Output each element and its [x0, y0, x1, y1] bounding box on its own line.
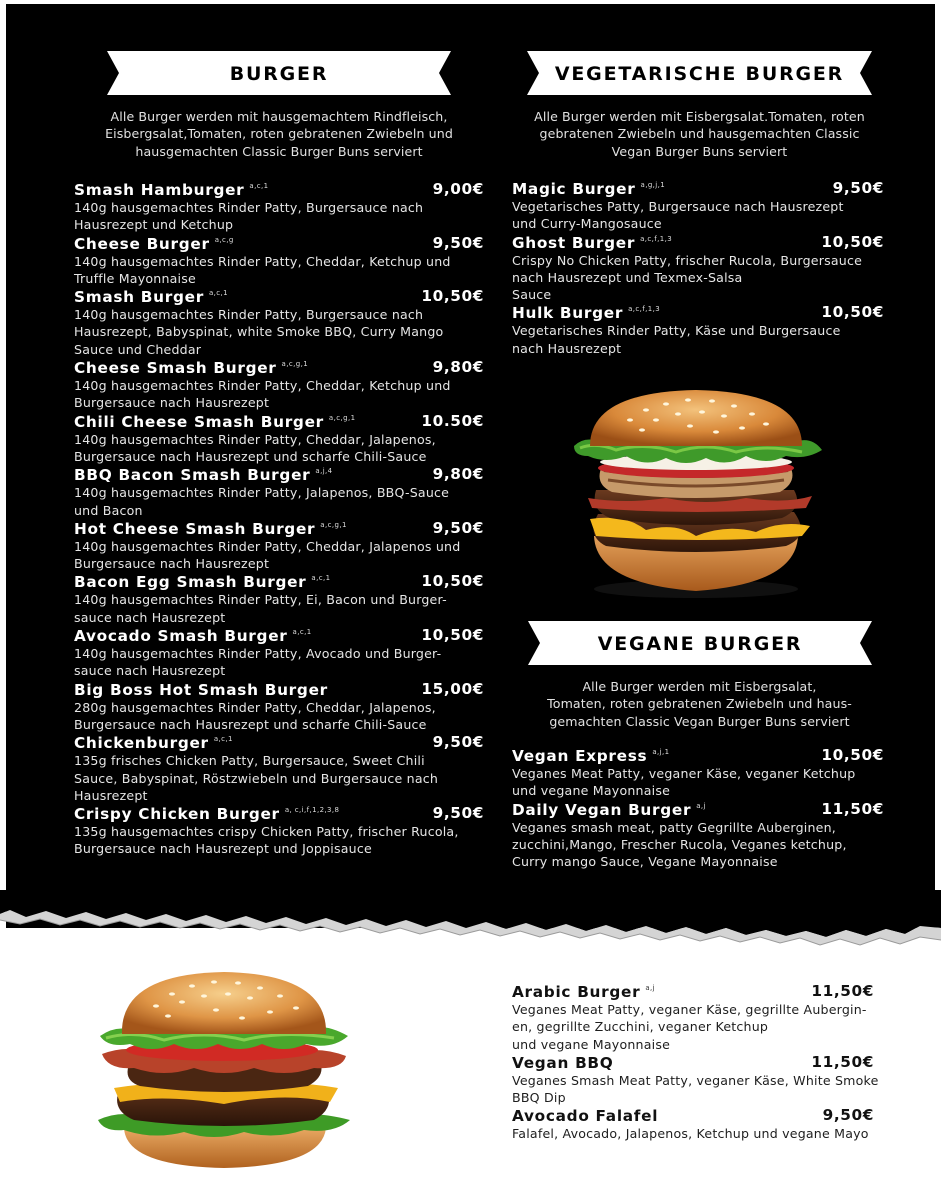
- burger-section-title: BURGER: [229, 63, 329, 85]
- menu-item-price: 11,50€: [811, 982, 874, 1000]
- menu-item: [74, 804, 484, 858]
- menu-item-header: [74, 733, 484, 752]
- menu-item-name: Cheese Burger: [74, 234, 210, 253]
- menu-item: [74, 358, 484, 412]
- menu-item: [512, 179, 884, 233]
- menu-item-name: Smash Burger: [74, 288, 204, 307]
- menu-item-name: Smash Hamburger: [74, 181, 245, 199]
- menu-item-description: 140g hausgemachtes Rinder Patty, Cheddar, Ketchup und Burgersauce nach Hausrezept: [74, 378, 451, 411]
- menu-item-allergens: a,c,1: [249, 182, 269, 190]
- menu-item-header: [512, 179, 884, 198]
- menu-item: [74, 519, 484, 573]
- menu-item-header: [512, 800, 884, 819]
- menu-item-name: Big Boss Hot Smash Burger: [74, 680, 328, 699]
- menu-item-description: 135g frisches Chicken Patty, Burgersauce, Sweet Chili Sauce, Babyspinat, Röstzwiebeln und Burgersauce nach Hausrezept: [74, 753, 439, 803]
- menu-item-name: Chickenburger: [74, 734, 209, 753]
- burger-section-banner: [107, 51, 451, 95]
- menu-item-description: 135g hausgemachtes crispy Chicken Patty, frischer Rucola, Burgersauce nach Hausrezept und Joppisauce: [74, 824, 459, 857]
- menu-item-description: Veganes Meat Patty, veganer Käse, veganer Ketchup und vegane Mayonnaise: [512, 766, 856, 799]
- vegetarian-section-banner: [527, 51, 872, 95]
- menu-item-name: Daily Vegan Burger: [512, 800, 692, 819]
- burger-items-list: [74, 180, 484, 858]
- menu-item-description: 140g hausgemachtes Rinder Patty, Avocado und Burger- sauce nach Hausrezept: [74, 646, 442, 679]
- vegan-more-items-list: [512, 982, 894, 1143]
- menu-item-price: 10.50€: [421, 411, 484, 430]
- menu-item-name: Magic Burger: [512, 180, 636, 198]
- menu-item-header: [74, 804, 484, 823]
- menu-item-allergens: a,j,4: [315, 467, 333, 476]
- menu-item-description: 140g hausgemachtes Rinder Patty, Ei, Bacon und Burger- sauce nach Hausrezept: [74, 592, 447, 625]
- menu-item-description: 140g hausgemachtes Rinder Patty, Jalapenos, BBQ-Sauce und Bacon: [74, 485, 450, 518]
- vegan-section-title: VEGANE BURGER: [597, 633, 803, 655]
- menu-item: [512, 303, 884, 357]
- menu-item-price: 10,50€: [821, 746, 884, 764]
- menu-item-header: [74, 234, 484, 253]
- vegan-section-banner: [528, 621, 872, 665]
- menu-item-description: 140g hausgemachtes Rinder Patty, Burgersauce nach Hausrezept, Babyspinat, white Smoke BBQ, Curry Mango Sauce und Cheddar: [74, 307, 444, 357]
- menu-item-description: 280g hausgemachtes Rinder Patty, Cheddar, Jalapenos, Burgersauce nach Hausrezept und scharfe Chili-Sauce: [74, 699, 436, 732]
- menu-item: [74, 626, 484, 680]
- menu-item-price: 10,50€: [421, 626, 484, 645]
- menu-item-name: Vegan BBQ: [512, 1053, 614, 1072]
- menu-item: [74, 572, 484, 626]
- menu-item-price: 9,80€: [432, 358, 484, 377]
- menu-item-price: 9,50€: [822, 1106, 874, 1125]
- menu-item-price: 9,50€: [432, 233, 484, 252]
- menu-item-price: 11,50€: [821, 799, 884, 818]
- menu-item-allergens: a,c,1: [292, 628, 312, 637]
- menu-item: [512, 746, 884, 800]
- menu-item-allergens: a,c,1: [311, 574, 331, 583]
- burger-photo-bottom: [94, 970, 356, 1170]
- burger-photo: [566, 386, 826, 601]
- menu-item: [74, 287, 484, 358]
- menu-item-allergens: a,c,g,1: [281, 360, 309, 369]
- menu-item-name: Chili Cheese Smash Burger: [74, 412, 324, 431]
- vegetarian-section-title: VEGETARISCHE BURGER: [554, 63, 845, 85]
- menu-item-price: 9,50€: [432, 804, 484, 823]
- menu-item: [74, 180, 484, 234]
- menu-item-price: 10,50€: [821, 303, 884, 322]
- menu-item-name: Hot Cheese Smash Burger: [74, 519, 316, 538]
- menu-item-description: Veganes Smash Meat Patty, veganer Käse, White Smoke BBQ Dip: [512, 1072, 879, 1106]
- menu-item-allergens: a,j: [645, 984, 656, 992]
- menu-item: [74, 412, 484, 466]
- menu-item-price: 10,50€: [821, 232, 884, 251]
- menu-item-description: Vegetarisches Rinder Patty, Käse und Burgersauce nach Hausrezept: [512, 323, 841, 356]
- menu-item-allergens: a,c,1: [208, 289, 229, 298]
- menu-item: [74, 234, 484, 288]
- menu-item: [512, 982, 894, 1053]
- vegetarian-items-list: [512, 179, 884, 357]
- menu-item-header: [512, 233, 884, 252]
- vegetarian-section-intro: Alle Burger werden mit Eisbergsalat.Tomaten, roten gebratenen Zwiebeln und hausgemachten Classic Vegan Burger Buns serviert: [534, 109, 865, 159]
- menu-item: [74, 733, 484, 804]
- menu-item-description: Veganes Meat Patty, veganer Käse, gegrillte Aubergin- en, gegrillte Zucchini, veganer Ketchup und vegane Mayonnaise: [512, 1002, 867, 1052]
- menu-item-allergens: a,c,1: [213, 735, 233, 744]
- menu-item-header: [74, 287, 484, 306]
- menu-item-header: [512, 1106, 894, 1125]
- menu-item: [74, 680, 484, 734]
- menu-item: [512, 1053, 894, 1107]
- menu-item-header: [512, 1053, 894, 1072]
- menu-item-name: Vegan Express: [512, 747, 648, 765]
- menu-item-header: [512, 982, 894, 1001]
- menu-item-header: [74, 680, 484, 699]
- menu-item-description: Veganes smash meat, patty Gegrillte Auberginen, zucchini,Mango, Frescher Rucola, Veganes ketchup, Curry mango Sauce, Vegane Mayonnaise: [512, 819, 847, 870]
- menu-item-allergens: a,j,1: [652, 748, 670, 756]
- menu-item-allergens: a,c,f,1,3: [640, 234, 673, 243]
- menu-item-name: Crispy Chicken Burger: [74, 805, 280, 824]
- menu-item-header: [74, 572, 484, 591]
- menu-item-header: [74, 358, 484, 377]
- vegan-items-list: [512, 746, 884, 870]
- menu-item-name: Ghost Burger: [512, 233, 636, 252]
- burger-section-intro: Alle Burger werden mit hausgemachtem Rindfleisch, Eisbergsalat,Tomaten, roten gebratenen Zwiebeln und hausgemachten Classic Burger Buns serviert: [105, 109, 453, 159]
- menu-item-price: 15,00€: [421, 679, 484, 698]
- menu-item-allergens: a,j: [696, 801, 706, 810]
- menu-item-price: 9,50€: [832, 179, 884, 197]
- menu-item-description: Falafel, Avocado, Jalapenos, Ketchup und vegane Mayo: [512, 1126, 869, 1142]
- menu-item-header: [74, 412, 484, 431]
- menu-item-header: [512, 303, 884, 322]
- menu-item-name: Bacon Egg Smash Burger: [74, 573, 307, 592]
- menu-item-price: 10,50€: [421, 287, 484, 306]
- menu-item-header: [512, 746, 884, 765]
- menu-item-price: 9,00€: [432, 180, 484, 198]
- menu-item-description: 140g hausgemachtes Rinder Patty, Burgersauce nach Hausrezept und Ketchup: [74, 200, 424, 233]
- menu-item: [512, 1106, 894, 1142]
- menu-item-allergens: a, c,i,f,1,2,3,8: [284, 806, 340, 815]
- torn-paper-edge: [0, 890, 941, 960]
- menu-item-description: 140g hausgemachtes Rinder Patty, Cheddar, Ketchup und Truffle Mayonnaise: [74, 253, 451, 286]
- menu-item-price: 9,50€: [432, 733, 484, 752]
- menu-item-allergens: a,c,g,1: [320, 520, 347, 529]
- menu-item: [74, 465, 484, 519]
- menu-item-name: Avocado Smash Burger: [74, 627, 288, 646]
- menu-item-description: 140g hausgemachtes Rinder Patty, Cheddar, Jalapenos, Burgersauce nach Hausrezept und scharfe Chili-Sauce: [74, 431, 436, 464]
- menu-item: [512, 800, 884, 871]
- menu-item-allergens: a,c,g: [214, 235, 234, 244]
- menu-item-header: [74, 465, 484, 484]
- menu-item-header: [74, 180, 484, 199]
- menu-item-header: [74, 519, 484, 538]
- menu-item-allergens: a,g,j,1: [640, 181, 666, 189]
- menu-item-description: Crispy No Chicken Patty, frischer Rucola, Burgersauce nach Hausrezept und Texmex-Salsa Sauce: [512, 252, 863, 303]
- menu-item: [512, 233, 884, 304]
- menu-item-price: 9,80€: [432, 465, 484, 484]
- menu-item-allergens: a,c,f,1,3: [628, 305, 661, 314]
- menu-item-description: Vegetarisches Patty, Burgersauce nach Hausrezept und Curry-Mangosauce: [512, 199, 844, 232]
- menu-item-name: BBQ Bacon Smash Burger: [74, 466, 311, 485]
- menu-item-price: 9,50€: [432, 518, 484, 537]
- menu-item-name: Cheese Smash Burger: [74, 359, 277, 378]
- menu-item-name: Arabic Burger: [512, 983, 641, 1001]
- menu-item-price: 11,50€: [811, 1052, 874, 1071]
- menu-item-name: Avocado Falafel: [512, 1107, 659, 1126]
- menu-item-description: 140g hausgemachtes Rinder Patty, Cheddar, Jalapenos und Burgersauce nach Hausrezept: [74, 538, 461, 572]
- menu-item-header: [74, 626, 484, 645]
- menu-item-price: 10,50€: [421, 572, 484, 591]
- vegan-section-intro: Alle Burger werden mit Eisbergsalat, Tomaten, roten gebratenen Zwiebeln und haus- gemachten Classic Vegan Burger Buns serviert: [547, 679, 852, 729]
- menu-item-name: Hulk Burger: [512, 304, 624, 323]
- menu-item-allergens: a,c,g,1: [328, 413, 356, 422]
